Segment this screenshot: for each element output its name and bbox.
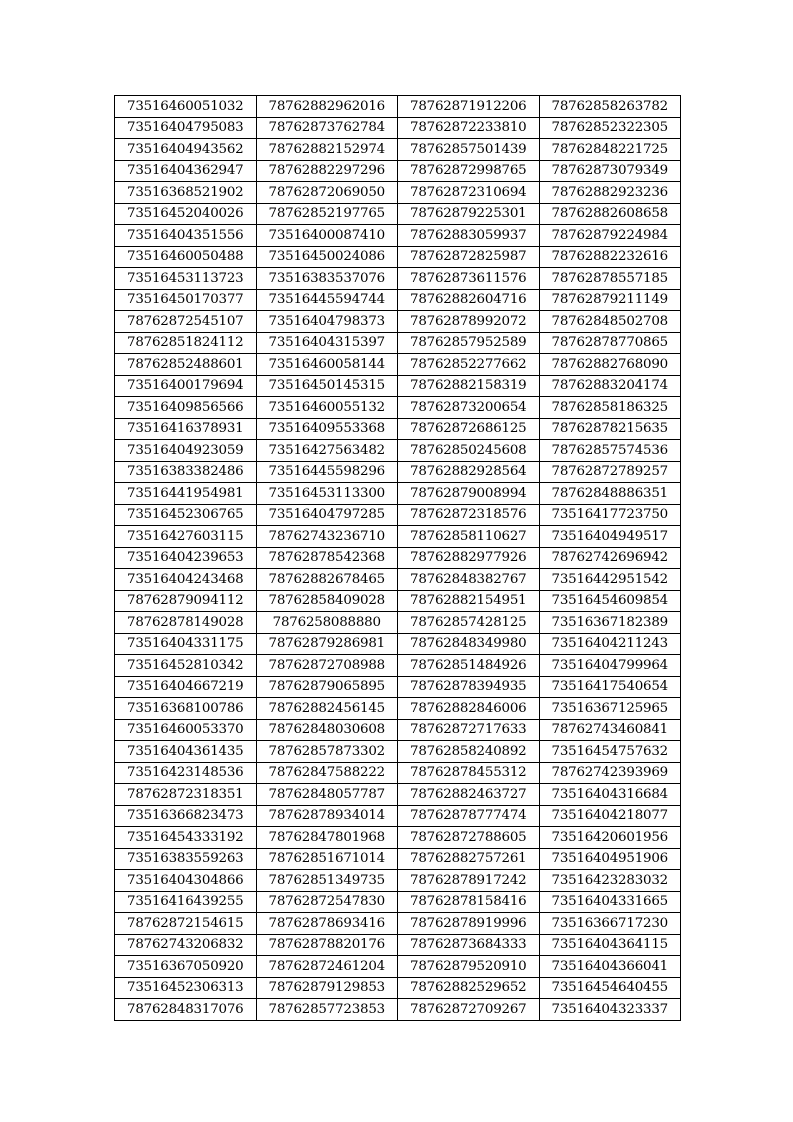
table-cell: 78762873684333 bbox=[398, 934, 540, 956]
table-row bbox=[115, 676, 681, 698]
table-cell: 78762872154615 bbox=[115, 913, 257, 935]
table-cell: 73516450170377 bbox=[115, 289, 257, 311]
table-cell: 78762858110627 bbox=[398, 526, 540, 548]
table-row bbox=[115, 848, 681, 870]
table-cell: 78762882678465 bbox=[256, 569, 398, 591]
table-cell: 73516404218077 bbox=[539, 805, 681, 827]
table-cell: 73516404799964 bbox=[539, 655, 681, 677]
table-cell: 73516383382486 bbox=[115, 461, 257, 483]
table-cell: 73516404943562 bbox=[115, 139, 257, 161]
table-cell: 78762847588222 bbox=[256, 762, 398, 784]
table-row bbox=[115, 891, 681, 913]
table-cell: 78762872318576 bbox=[398, 504, 540, 526]
table-cell: 78762872717633 bbox=[398, 719, 540, 741]
table-cell: 78762852197765 bbox=[256, 203, 398, 225]
table-row bbox=[115, 332, 681, 354]
table-cell: 78762857952589 bbox=[398, 332, 540, 354]
table-cell: 73516404243468 bbox=[115, 569, 257, 591]
table-cell: 73516453113300 bbox=[256, 483, 398, 505]
table-cell: 73516404795083 bbox=[115, 117, 257, 139]
table-cell: 78762878693416 bbox=[256, 913, 398, 935]
table-cell: 78762882463727 bbox=[398, 784, 540, 806]
table-cell: 78762879129853 bbox=[256, 977, 398, 999]
table-cell: 78762878394935 bbox=[398, 676, 540, 698]
table-cell: 78762858263782 bbox=[539, 96, 681, 118]
table-cell: 78762872825987 bbox=[398, 246, 540, 268]
table-cell: 78762882154951 bbox=[398, 590, 540, 612]
table-row bbox=[115, 418, 681, 440]
table-cell: 78762743460841 bbox=[539, 719, 681, 741]
table-cell: 7876258088880 bbox=[256, 612, 398, 634]
table-cell: 73516452040026 bbox=[115, 203, 257, 225]
table-cell: 73516454757632 bbox=[539, 741, 681, 763]
table-cell: 73516450024086 bbox=[256, 246, 398, 268]
table-cell: 73516460058144 bbox=[256, 354, 398, 376]
table-row bbox=[115, 354, 681, 376]
table-cell: 73516404304866 bbox=[115, 870, 257, 892]
table-row bbox=[115, 526, 681, 548]
table-cell: 73516400087410 bbox=[256, 225, 398, 247]
table-cell: 78762878919996 bbox=[398, 913, 540, 935]
table-cell: 73516416378931 bbox=[115, 418, 257, 440]
table-cell: 78762879008994 bbox=[398, 483, 540, 505]
table-row bbox=[115, 375, 681, 397]
table-cell: 78762847801968 bbox=[256, 827, 398, 849]
table-row bbox=[115, 289, 681, 311]
table-cell: 73516404351556 bbox=[115, 225, 257, 247]
table-cell: 78762743236710 bbox=[256, 526, 398, 548]
table-cell: 78762872686125 bbox=[398, 418, 540, 440]
table-row bbox=[115, 117, 681, 139]
table-cell: 78762879225301 bbox=[398, 203, 540, 225]
number-table-body bbox=[115, 96, 681, 1021]
table-cell: 78762882456145 bbox=[256, 698, 398, 720]
table-cell: 78762742393969 bbox=[539, 762, 681, 784]
table-cell: 78762857574536 bbox=[539, 440, 681, 462]
table-cell: 78762848221725 bbox=[539, 139, 681, 161]
table-row bbox=[115, 612, 681, 634]
table-cell: 78762882977926 bbox=[398, 547, 540, 569]
table-cell: 73516367125965 bbox=[539, 698, 681, 720]
table-cell: 73516404323337 bbox=[539, 999, 681, 1021]
table-row bbox=[115, 633, 681, 655]
table-cell: 73516404923059 bbox=[115, 440, 257, 462]
table-cell: 78762879094112 bbox=[115, 590, 257, 612]
table-cell: 73516427603115 bbox=[115, 526, 257, 548]
table-cell: 78762851824112 bbox=[115, 332, 257, 354]
table-cell: 73516445598296 bbox=[256, 461, 398, 483]
table-cell: 78762872788605 bbox=[398, 827, 540, 849]
table-row bbox=[115, 655, 681, 677]
table-cell: 78762878777474 bbox=[398, 805, 540, 827]
table-cell: 78762872233810 bbox=[398, 117, 540, 139]
table-cell: 73516400179694 bbox=[115, 375, 257, 397]
table-row bbox=[115, 483, 681, 505]
table-cell: 78762872789257 bbox=[539, 461, 681, 483]
table-cell: 78762879520910 bbox=[398, 956, 540, 978]
table-cell: 78762882604716 bbox=[398, 289, 540, 311]
table-cell: 78762879211149 bbox=[539, 289, 681, 311]
table-cell: 78762848349980 bbox=[398, 633, 540, 655]
table-row bbox=[115, 784, 681, 806]
table-cell: 78762882529652 bbox=[398, 977, 540, 999]
table-cell: 78762872547830 bbox=[256, 891, 398, 913]
table-cell: 78762872318351 bbox=[115, 784, 257, 806]
table-cell: 78762882768090 bbox=[539, 354, 681, 376]
table-cell: 78762857428125 bbox=[398, 612, 540, 634]
table-cell: 73516404667219 bbox=[115, 676, 257, 698]
number-table bbox=[114, 95, 681, 1021]
table-cell: 78762872461204 bbox=[256, 956, 398, 978]
table-row bbox=[115, 956, 681, 978]
table-cell: 78762883059937 bbox=[398, 225, 540, 247]
table-cell: 78762857723853 bbox=[256, 999, 398, 1021]
table-cell: 78762851484926 bbox=[398, 655, 540, 677]
table-row bbox=[115, 160, 681, 182]
table-row bbox=[115, 246, 681, 268]
table-cell: 78762878149028 bbox=[115, 612, 257, 634]
table-cell: 78762848382767 bbox=[398, 569, 540, 591]
table-cell: 78762882152974 bbox=[256, 139, 398, 161]
table-cell: 73516366717230 bbox=[539, 913, 681, 935]
table-row bbox=[115, 977, 681, 999]
table-cell: 73516404362947 bbox=[115, 160, 257, 182]
table-cell: 78762882608658 bbox=[539, 203, 681, 225]
table-cell: 78762878542368 bbox=[256, 547, 398, 569]
table-cell: 78762848502708 bbox=[539, 311, 681, 333]
table-cell: 78762878215635 bbox=[539, 418, 681, 440]
table-cell: 73516452306765 bbox=[115, 504, 257, 526]
table-cell: 73516404331665 bbox=[539, 891, 681, 913]
table-cell: 73516368100786 bbox=[115, 698, 257, 720]
table-row bbox=[115, 762, 681, 784]
table-cell: 78762882846006 bbox=[398, 698, 540, 720]
table-cell: 73516460050488 bbox=[115, 246, 257, 268]
table-cell: 78762852322305 bbox=[539, 117, 681, 139]
table-cell: 73516368521902 bbox=[115, 182, 257, 204]
table-row bbox=[115, 934, 681, 956]
table-cell: 73516452810342 bbox=[115, 655, 257, 677]
table-row bbox=[115, 805, 681, 827]
table-cell: 73516383559263 bbox=[115, 848, 257, 870]
table-cell: 78762852488601 bbox=[115, 354, 257, 376]
table-cell: 73516383537076 bbox=[256, 268, 398, 290]
table-row bbox=[115, 268, 681, 290]
table-cell: 73516416439255 bbox=[115, 891, 257, 913]
table-cell: 78762850245608 bbox=[398, 440, 540, 462]
table-cell: 78762882158319 bbox=[398, 375, 540, 397]
table-cell: 73516420601956 bbox=[539, 827, 681, 849]
table-cell: 78762872545107 bbox=[115, 311, 257, 333]
table-row bbox=[115, 96, 681, 118]
table-cell: 73516404797285 bbox=[256, 504, 398, 526]
table-cell: 78762879224984 bbox=[539, 225, 681, 247]
table-cell: 73516404951906 bbox=[539, 848, 681, 870]
table-row bbox=[115, 397, 681, 419]
table-row bbox=[115, 590, 681, 612]
table-cell: 78762873762784 bbox=[256, 117, 398, 139]
table-cell: 73516366823473 bbox=[115, 805, 257, 827]
table-row bbox=[115, 504, 681, 526]
table-cell: 78762882297296 bbox=[256, 160, 398, 182]
table-cell: 73516427563482 bbox=[256, 440, 398, 462]
table-cell: 78762873079349 bbox=[539, 160, 681, 182]
table-cell: 78762872069050 bbox=[256, 182, 398, 204]
table-cell: 73516417540654 bbox=[539, 676, 681, 698]
table-row bbox=[115, 999, 681, 1021]
table-cell: 73516404949517 bbox=[539, 526, 681, 548]
table-cell: 78762882928564 bbox=[398, 461, 540, 483]
table-cell: 73516409856566 bbox=[115, 397, 257, 419]
table-cell: 73516404364115 bbox=[539, 934, 681, 956]
table-cell: 78762878992072 bbox=[398, 311, 540, 333]
table-cell: 78762858240892 bbox=[398, 741, 540, 763]
table-row bbox=[115, 547, 681, 569]
table-cell: 78762882757261 bbox=[398, 848, 540, 870]
table-row bbox=[115, 225, 681, 247]
table-cell: 73516404316684 bbox=[539, 784, 681, 806]
table-cell: 78762878455312 bbox=[398, 762, 540, 784]
table-row bbox=[115, 203, 681, 225]
table-cell: 73516453113723 bbox=[115, 268, 257, 290]
table-cell: 73516442951542 bbox=[539, 569, 681, 591]
table-cell: 73516454640455 bbox=[539, 977, 681, 999]
table-cell: 78762848886351 bbox=[539, 483, 681, 505]
table-row bbox=[115, 741, 681, 763]
table-cell: 78762878820176 bbox=[256, 934, 398, 956]
table-cell: 73516460053370 bbox=[115, 719, 257, 741]
table-cell: 78762873611576 bbox=[398, 268, 540, 290]
table-cell: 78762882232616 bbox=[539, 246, 681, 268]
table-cell: 73516441954981 bbox=[115, 483, 257, 505]
table-cell: 78762857873302 bbox=[256, 741, 398, 763]
table-row bbox=[115, 569, 681, 591]
table-cell: 73516404239653 bbox=[115, 547, 257, 569]
table-cell: 73516404315397 bbox=[256, 332, 398, 354]
table-cell: 78762879286981 bbox=[256, 633, 398, 655]
table-cell: 73516454609854 bbox=[539, 590, 681, 612]
table-row bbox=[115, 461, 681, 483]
table-cell: 78762883204174 bbox=[539, 375, 681, 397]
table-cell: 78762871912206 bbox=[398, 96, 540, 118]
table-cell: 78762857501439 bbox=[398, 139, 540, 161]
table-row bbox=[115, 827, 681, 849]
table-row bbox=[115, 182, 681, 204]
table-cell: 73516404331175 bbox=[115, 633, 257, 655]
table-cell: 78762852277662 bbox=[398, 354, 540, 376]
table-cell: 78762872708988 bbox=[256, 655, 398, 677]
table-cell: 73516454333192 bbox=[115, 827, 257, 849]
table-cell: 78762878770865 bbox=[539, 332, 681, 354]
table-cell: 78762878158416 bbox=[398, 891, 540, 913]
table-cell: 78762882923236 bbox=[539, 182, 681, 204]
table-cell: 78762878934014 bbox=[256, 805, 398, 827]
table-row bbox=[115, 870, 681, 892]
table-cell: 73516460055132 bbox=[256, 397, 398, 419]
table-cell: 73516367182389 bbox=[539, 612, 681, 634]
table-cell: 78762878917242 bbox=[398, 870, 540, 892]
table-cell: 73516404798373 bbox=[256, 311, 398, 333]
table-cell: 78762882962016 bbox=[256, 96, 398, 118]
table-cell: 73516423148536 bbox=[115, 762, 257, 784]
table-cell: 78762848317076 bbox=[115, 999, 257, 1021]
table-cell: 78762872998765 bbox=[398, 160, 540, 182]
table-cell: 73516404211243 bbox=[539, 633, 681, 655]
table-cell: 78762858186325 bbox=[539, 397, 681, 419]
table-cell: 78762851349735 bbox=[256, 870, 398, 892]
table-cell: 78762851671014 bbox=[256, 848, 398, 870]
table-row bbox=[115, 311, 681, 333]
table-cell: 73516409553368 bbox=[256, 418, 398, 440]
table-cell: 73516450145315 bbox=[256, 375, 398, 397]
table-cell: 73516367050920 bbox=[115, 956, 257, 978]
table-cell: 78762848057787 bbox=[256, 784, 398, 806]
table-cell: 73516445594744 bbox=[256, 289, 398, 311]
table-cell: 78762872310694 bbox=[398, 182, 540, 204]
table-row bbox=[115, 719, 681, 741]
table-cell: 73516404361435 bbox=[115, 741, 257, 763]
table-cell: 73516423283032 bbox=[539, 870, 681, 892]
table-cell: 73516460051032 bbox=[115, 96, 257, 118]
table-cell: 78762872709267 bbox=[398, 999, 540, 1021]
table-cell: 73516417723750 bbox=[539, 504, 681, 526]
table-row bbox=[115, 440, 681, 462]
table-cell: 78762742696942 bbox=[539, 547, 681, 569]
table-cell: 78762848030608 bbox=[256, 719, 398, 741]
table-cell: 78762878557185 bbox=[539, 268, 681, 290]
table-cell: 73516452306313 bbox=[115, 977, 257, 999]
table-row bbox=[115, 913, 681, 935]
table-row bbox=[115, 139, 681, 161]
table-cell: 78762743206832 bbox=[115, 934, 257, 956]
table-cell: 78762879065895 bbox=[256, 676, 398, 698]
table-cell: 78762858409028 bbox=[256, 590, 398, 612]
table-cell: 78762873200654 bbox=[398, 397, 540, 419]
table-row bbox=[115, 698, 681, 720]
table-cell: 73516404366041 bbox=[539, 956, 681, 978]
